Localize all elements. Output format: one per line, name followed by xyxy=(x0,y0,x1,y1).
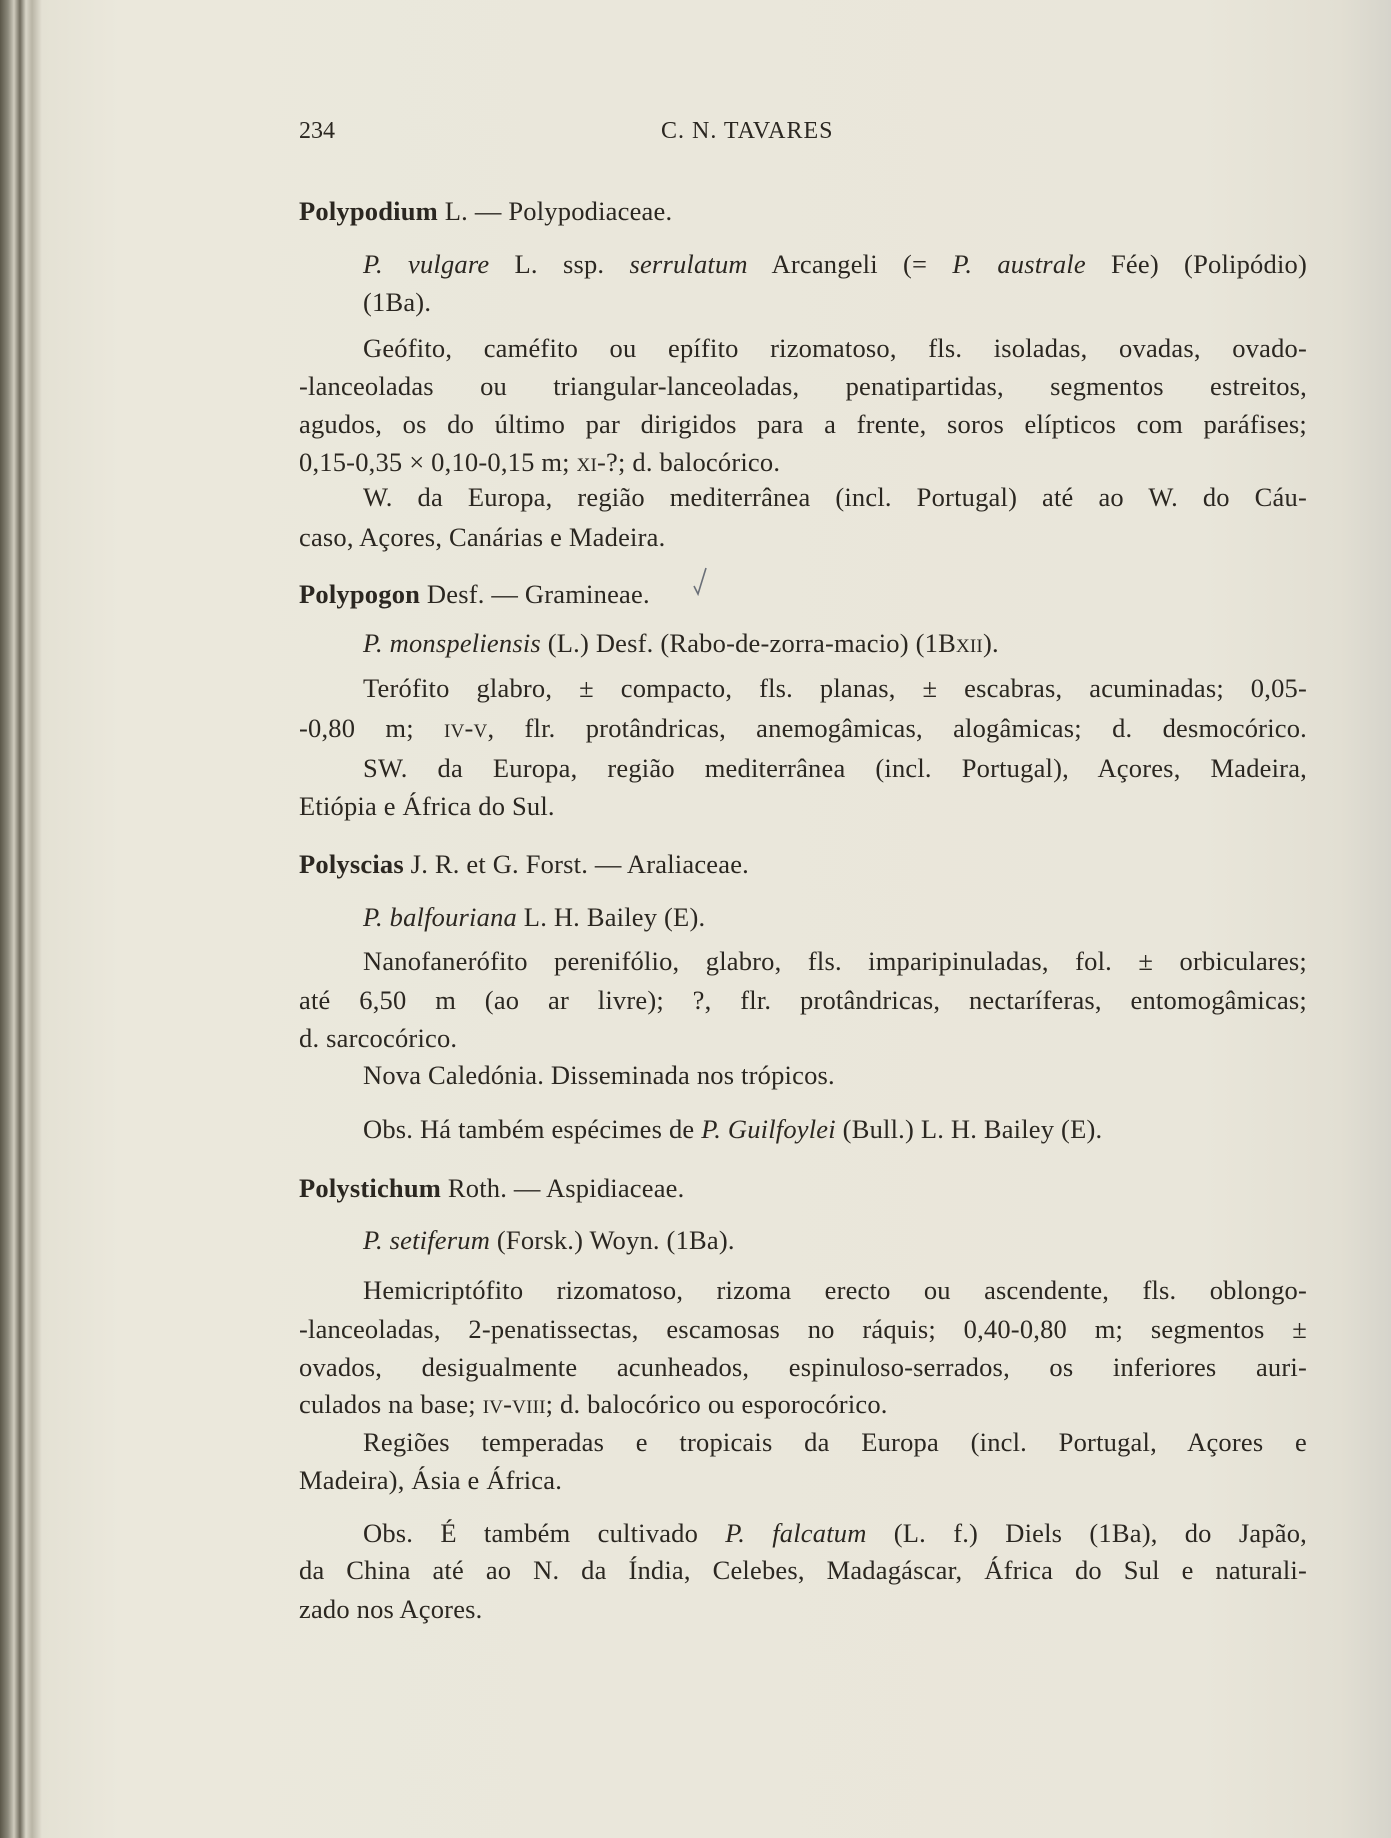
month-range: iv-v xyxy=(444,713,488,743)
text-segment: (1Ba). xyxy=(363,287,432,317)
text-line xyxy=(363,1274,1307,1306)
genus-heading-line xyxy=(299,195,1307,227)
text-line xyxy=(299,1464,1307,1496)
text-segment: (L. f.) Diels (1Ba), do Japão, xyxy=(866,1518,1307,1548)
genus-heading-line xyxy=(299,848,1307,880)
taxon-name: P. vulgare xyxy=(363,249,490,279)
text-segment: L. — Polypodiaceae. xyxy=(437,196,673,226)
text-segment: -lanceoladas, 2-penatissectas, escamosas no ráquis; 0,40-0,80 m; segmentos ± xyxy=(299,1314,1307,1344)
species-name-line xyxy=(363,901,1307,933)
taxon-name: P. falcatum xyxy=(725,1518,867,1548)
text-segment: Madeira), Ásia e África. xyxy=(299,1465,563,1495)
text-segment: Desf. — Gramineae. xyxy=(420,579,650,609)
text-line xyxy=(299,1593,1307,1625)
text-line xyxy=(299,1022,1307,1054)
text-line xyxy=(299,1554,1307,1586)
text-line xyxy=(363,1517,1307,1549)
month-range: xi-? xyxy=(576,447,619,477)
species-name-line xyxy=(363,627,1307,659)
text-line xyxy=(363,481,1307,513)
genus-name: Polypogon xyxy=(299,579,421,609)
species-name-line xyxy=(363,1224,1307,1256)
genus-heading-line xyxy=(299,1172,1307,1204)
species-name-line xyxy=(363,248,1307,280)
text-segment: , flr. protândricas, anemogâmicas, alogâmicas; d. desmocórico. xyxy=(487,713,1307,743)
text-segment: -lanceoladas ou triangular-lanceoladas, penatipartidas, segmentos estreitos, xyxy=(299,371,1307,401)
text-segment: Nanofanerófito perenifólio, glabro, fls. imparipinuladas, fol. ± orbiculares; xyxy=(363,946,1307,976)
text-segment: L. ssp. xyxy=(489,249,630,279)
text-segment: Roth. — Aspidiaceae. xyxy=(441,1173,685,1203)
taxon-name: P. balfouriana xyxy=(363,902,517,932)
genus-heading-line xyxy=(299,578,1307,610)
text-line xyxy=(363,1059,1307,1091)
taxon-name: P. setiferum xyxy=(363,1225,491,1255)
text-segment: ; d. balocórico ou esporocórico. xyxy=(545,1389,888,1419)
text-segment: L. H. Bailey (E). xyxy=(516,902,706,932)
genus-name: Polyscias xyxy=(299,849,404,879)
text-segment: ; d. balocórico. xyxy=(618,447,781,477)
text-segment: caso, Açores, Canárias e Madeira. xyxy=(299,522,666,552)
text-segment: SW. da Europa, região mediterrânea (incl. Portugal), Açores, Madeira, xyxy=(363,753,1307,783)
month-range: iv-viii xyxy=(482,1389,546,1419)
text-segment: Arcangeli (= xyxy=(747,249,953,279)
text-line xyxy=(363,1113,1307,1145)
text-segment: 0,15-0,35 × 0,10-0,15 m; xyxy=(299,447,577,477)
text-segment: (Forsk.) Woyn. (1Ba). xyxy=(490,1225,735,1255)
text-segment: até 6,50 m (ao ar livre); ?, flr. protândricas, nectaríferas, entomogâmicas; xyxy=(299,985,1307,1015)
text-segment: W. da Europa, região mediterrânea (incl. Portugal) até ao W. do Cáu- xyxy=(363,482,1307,512)
text-segment: ovados, desigualmente acunheados, espinuloso-serrados, os inferiores auri- xyxy=(299,1352,1307,1382)
text-segment: da China até ao N. da Índia, Celebes, Madagáscar, África do Sul e naturali- xyxy=(299,1555,1307,1585)
taxon-name: P. australe xyxy=(952,249,1086,279)
text-segment: (Bull.) L. H. Bailey (E). xyxy=(835,1114,1103,1144)
text-line xyxy=(299,446,1307,478)
taxon-name: P. monspeliensis xyxy=(363,628,541,658)
genus-name: Polystichum xyxy=(299,1173,442,1203)
text-segment: Etiópia e África do Sul. xyxy=(299,791,555,821)
genus-name: Polypodium xyxy=(299,196,438,226)
text-segment: ). xyxy=(982,628,999,658)
text-line xyxy=(363,286,1307,318)
text-line xyxy=(363,752,1307,784)
taxon-name: serrulatum xyxy=(629,249,748,279)
text-line xyxy=(299,790,1307,822)
text-segment: (L.) Desf. (Rabo-de-zorra-macio) (1B xyxy=(540,628,956,658)
text-segment: Geófito, caméfito ou epífito rizomatoso, fls. isoladas, ovadas, ovado- xyxy=(363,333,1307,363)
text-line xyxy=(363,1426,1307,1458)
text-segment: Nova Caledónia. Disseminada nos trópicos. xyxy=(363,1060,835,1090)
text-segment: Hemicriptófito rizomatoso, rizoma erecto ou ascendente, fls. oblongo- xyxy=(363,1275,1307,1305)
text-segment: Fée) (Polipódio) xyxy=(1085,249,1307,279)
text-segment: zado nos Açores. xyxy=(299,1594,483,1624)
text-line xyxy=(299,370,1307,402)
text-line xyxy=(299,712,1307,744)
taxon-name: P. Guilfoylei xyxy=(701,1114,836,1144)
text-line xyxy=(299,984,1307,1016)
text-segment: culados na base; xyxy=(299,1389,483,1419)
text-segment: Obs. Há também espécimes de xyxy=(363,1114,702,1144)
text-segment: agudos, os do último par dirigidos para a frente, soros elípticos com paráfises; xyxy=(299,409,1307,439)
text-line xyxy=(363,672,1307,704)
text-segment: J. R. et G. Forst. — Araliaceae. xyxy=(403,849,749,879)
text-line xyxy=(299,1313,1307,1345)
month-range: xii xyxy=(955,628,983,658)
text-line xyxy=(363,332,1307,364)
text-segment: Terófito glabro, ± compacto, fls. planas, ± escabras, acuminadas; 0,05- xyxy=(363,673,1307,703)
text-segment: -0,80 m; xyxy=(299,713,445,743)
text-segment: Obs. É também cultivado xyxy=(363,1518,726,1548)
text-line xyxy=(299,521,1307,553)
text-line xyxy=(299,1388,1307,1420)
text-line xyxy=(363,945,1307,977)
page-number: 234 xyxy=(299,118,335,144)
text-line xyxy=(299,1351,1307,1383)
author-heading: C. N. TAVARES xyxy=(661,118,834,144)
text-segment: d. sarcocórico. xyxy=(299,1023,458,1053)
text-line xyxy=(299,408,1307,440)
text-segment: Regiões temperadas e tropicais da Europa (incl. Portugal, Açores e xyxy=(363,1427,1307,1457)
